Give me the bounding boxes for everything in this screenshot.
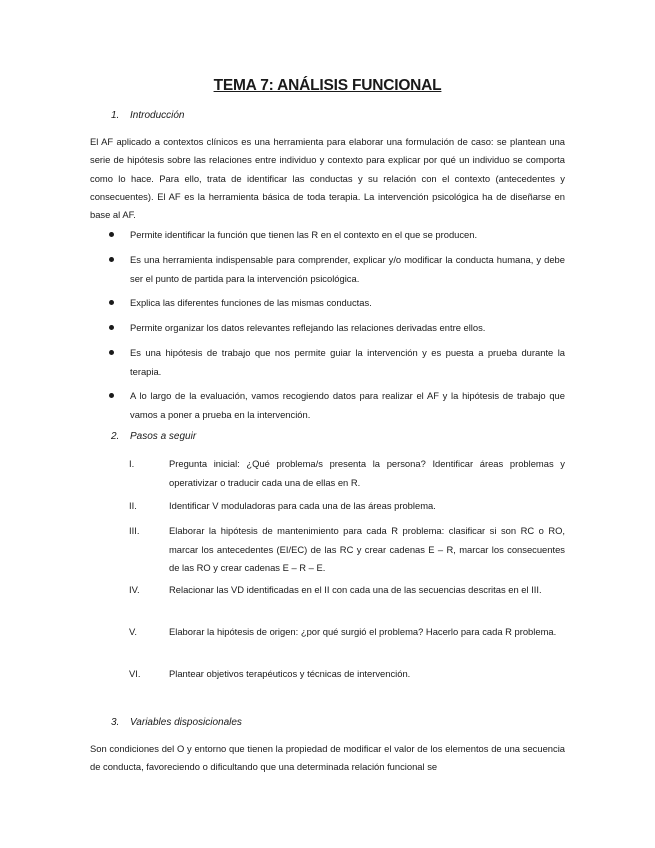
step-text: Plantear objetivos terapéuticos y técnicas de intervención.	[169, 668, 411, 679]
section-title: Variables disposicionales	[130, 717, 242, 728]
step-text: Pregunta inicial: ¿Qué problema/s presenta la persona? Identificar áreas problemas y operativizar o traducir cada una de ellas en R.	[169, 458, 565, 488]
step-numeral: IV.	[129, 584, 140, 595]
bullet-text: Es una hipótesis de trabajo que nos permite guiar la intervención y es puesta a prueba durante la terapia.	[130, 347, 565, 377]
step-numeral: V.	[129, 626, 137, 637]
section-number: 2.	[111, 431, 120, 442]
step-numeral: I.	[129, 458, 135, 469]
bullet-icon	[109, 393, 114, 398]
step-text: Elaborar la hipótesis de origen: ¿por qué surgió el problema? Hacerlo para cada R problema.	[169, 626, 557, 637]
bullet-icon	[109, 232, 114, 237]
bullet-text: Permite organizar los datos relevantes reflejando las relaciones derivadas entre ellos.	[130, 322, 486, 333]
section-number: 1.	[111, 110, 120, 121]
section-title: Introducción	[130, 110, 185, 121]
step-text: Elaborar la hipótesis de mantenimiento para cada R problema: clasificar si son RC o RO, marcar los antecedentes (EI/EC) de las RC y crear cadenas E – R, marcar los consecuentes de las RO y crear cadenas E – R – E.	[169, 525, 565, 573]
bullet-icon	[109, 350, 114, 355]
bullet-text: Es una herramienta indispensable para comprender, explicar y/o modificar la conducta humana, y debe ser el punto de partida para la intervención psicológica.	[130, 254, 565, 284]
bullet-text: A lo largo de la evaluación, vamos recogiendo datos para realizar el AF y la hipótesis de trabajo que vamos a poner a prueba en la intervención.	[130, 390, 565, 420]
step-numeral: VI.	[129, 668, 141, 679]
bullet-icon	[109, 325, 114, 330]
bullet-text: Explica las diferentes funciones de las mismas conductas.	[130, 297, 372, 308]
step-numeral: II.	[129, 500, 137, 511]
step-text: Identificar V moduladoras para cada una de las áreas problema.	[169, 500, 436, 511]
bullet-icon	[109, 257, 114, 262]
page-title: TEMA 7: ANÁLISIS FUNCIONAL	[213, 77, 442, 94]
intro-paragraph: El AF aplicado a contextos clínicos es una herramienta para elaborar una formulación de caso: se plantean una serie de hipótesis sobre las relaciones entre individuo y contexto para explicar por qué un individuo se comporta como lo hace. Para ello, trata de identificar las conductas y su relación con el contexto (antecedentes y consecuentes). El AF es la herramienta básica de toda terapia. La intervención psicológica ha de diseñarse en base al AF.	[90, 136, 565, 221]
section3-paragraph: Son condiciones del O y entorno que tienen la propiedad de modificar el valor de los elementos de una secuencia de conducta, favoreciendo o dificultando que una determinada relación funcional se	[90, 743, 565, 773]
section-title: Pasos a seguir	[130, 431, 197, 442]
step-text: Relacionar las VD identificadas en el II con cada una de las secuencias descritas en el III.	[169, 584, 542, 595]
section-number: 3.	[111, 717, 120, 728]
bullet-icon	[109, 300, 114, 305]
step-numeral: III.	[129, 525, 140, 536]
bullet-text: Permite identificar la función que tienen las R en el contexto en el que se producen.	[130, 229, 478, 240]
